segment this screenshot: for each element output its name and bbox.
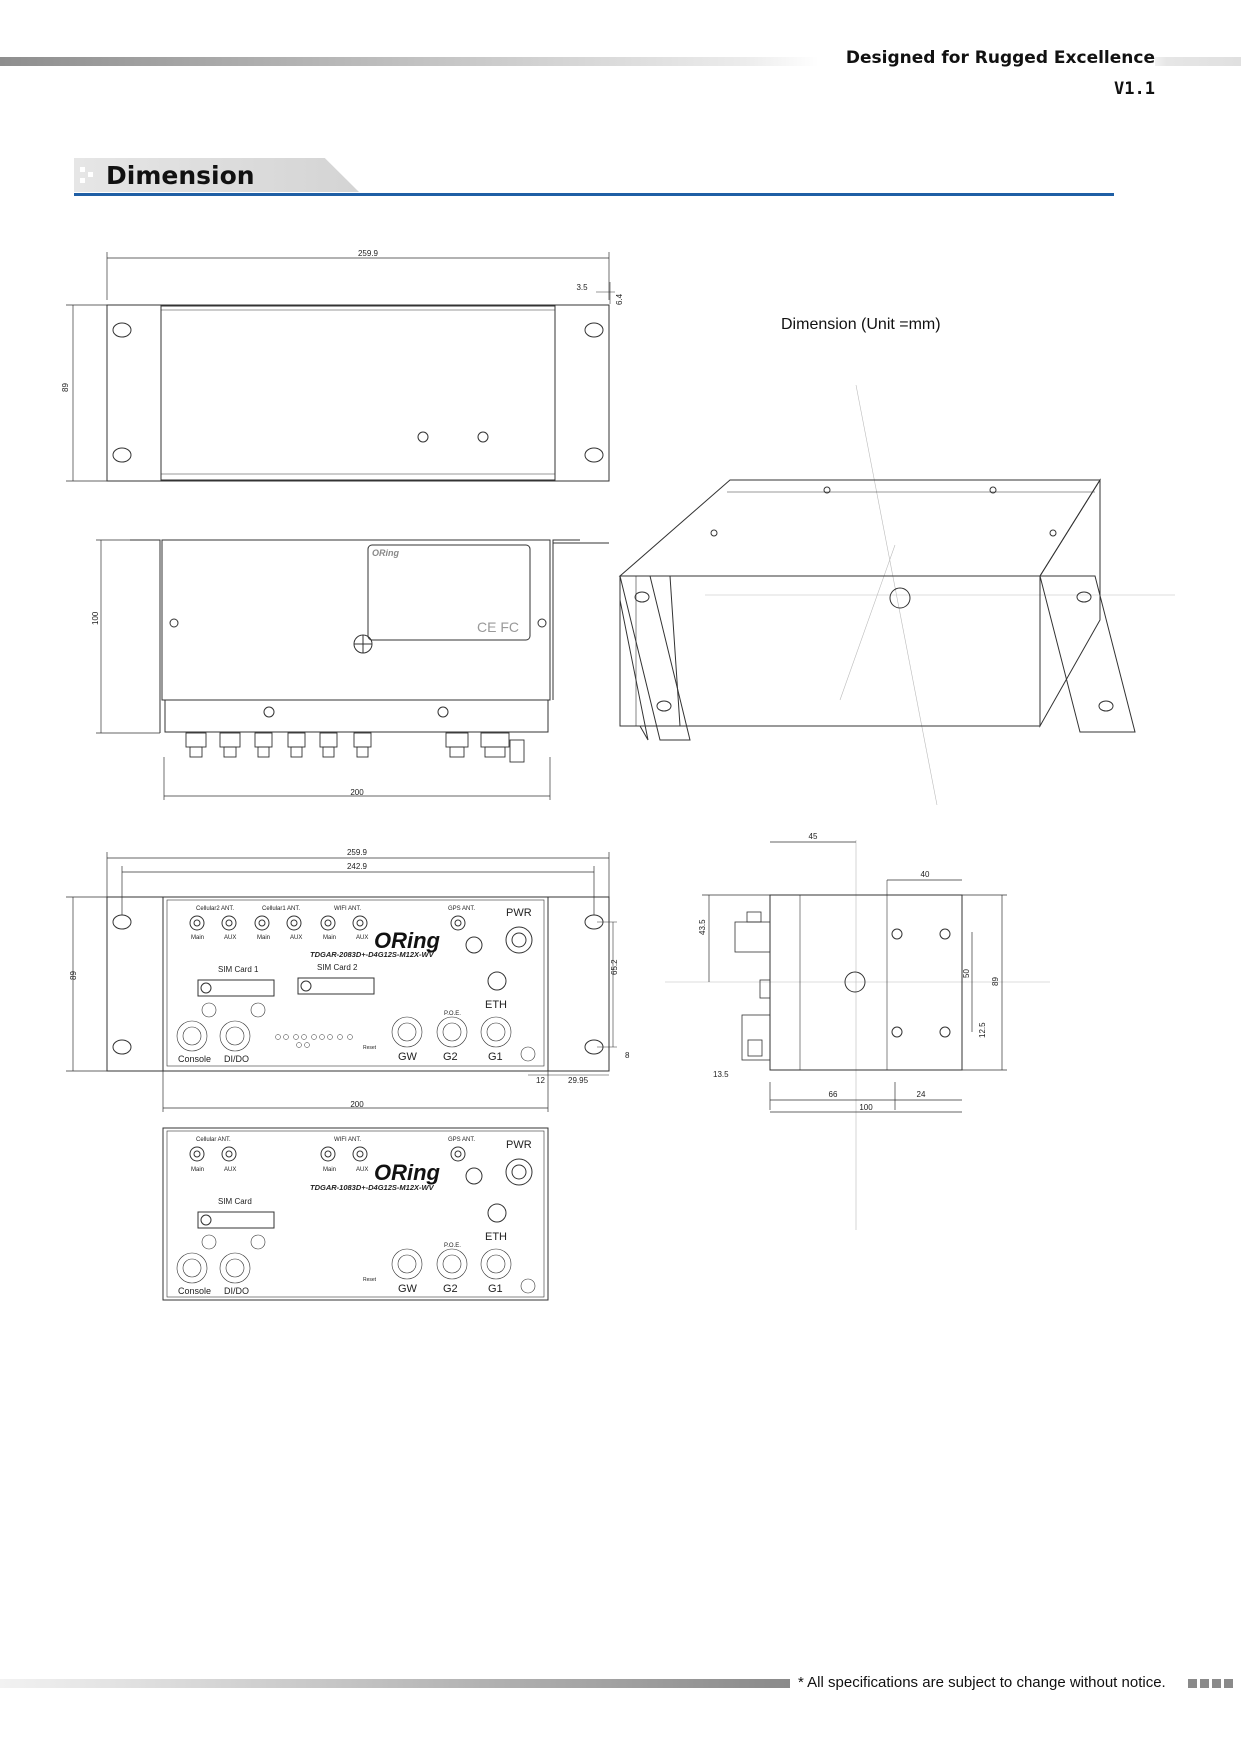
dim-front-hole-spacing: 242.9 — [346, 862, 368, 871]
svg-text:Cellular2 ANT.: Cellular2 ANT. — [196, 906, 235, 912]
front2-sim-label: SIM Card — [218, 1197, 252, 1206]
dim-end-24: 24 — [916, 1090, 926, 1099]
header-tagline: Designed for Rugged Excellence — [838, 48, 1155, 68]
header-version: V1.1 — [1114, 79, 1155, 99]
dim-front-overall: 259.9 — [346, 848, 368, 857]
front2-poe-label: P.O.E. — [444, 1243, 461, 1249]
front2-dido-label: DI/DO — [224, 1286, 250, 1296]
front2-g1-label: G1 — [488, 1283, 503, 1295]
front-view-1 — [66, 848, 630, 1112]
footer-gradient-bar — [0, 1679, 790, 1688]
footer-dots — [1188, 1679, 1233, 1688]
dim-front-hole-height: 65.2 — [610, 959, 619, 975]
svg-text:Main: Main — [323, 935, 337, 941]
svg-text:AUX: AUX — [290, 935, 303, 941]
dim-end-100: 100 — [859, 1103, 873, 1112]
front-poe-label: P.O.E. — [444, 1011, 461, 1017]
svg-text:AUX: AUX — [224, 1167, 237, 1173]
front2-console-label: Console — [178, 1286, 212, 1296]
front-logo: ORing — [374, 928, 440, 953]
svg-text:WIFI ANT.: WIFI ANT. — [334, 906, 361, 912]
svg-text:AUX: AUX — [356, 935, 369, 941]
dim-end-435: 43.5 — [698, 919, 707, 935]
dim-front-height: 89 — [69, 971, 78, 980]
isometric-view — [620, 385, 1175, 805]
front-eth-label: ETH — [485, 999, 507, 1011]
front2-reset-label: Reset — [363, 1277, 377, 1283]
dim-end-66: 66 — [828, 1090, 838, 1099]
footer-note: * All specifications are subject to change without notice. — [798, 1674, 1166, 1691]
front-dido-label: DI/DO — [224, 1054, 250, 1064]
front-model: TDGAR-2083D+-D4G12S-M12X-WV — [310, 950, 434, 959]
svg-text:GPS ANT.: GPS ANT. — [448, 906, 476, 912]
dim-top-height: 89 — [61, 383, 70, 392]
dim-top-ear-gap: 6.4 — [615, 293, 624, 305]
front2-g2-label: G2 — [443, 1283, 458, 1295]
dim-end-89: 89 — [991, 977, 1000, 986]
svg-text:Main: Main — [191, 935, 205, 941]
svg-text:Main: Main — [323, 1167, 337, 1173]
front-console-label: Console — [178, 1054, 212, 1064]
svg-text:Main: Main — [257, 935, 271, 941]
dim-top-width: 259.9 — [357, 249, 379, 258]
dim-top-ear-offset: 3.5 — [576, 283, 588, 292]
svg-text:WIFI ANT.: WIFI ANT. — [334, 1137, 361, 1143]
dim-side-height: 100 — [91, 611, 100, 625]
svg-text:Cellular1 ANT.: Cellular1 ANT. — [262, 906, 301, 912]
front-view-2 — [163, 1128, 548, 1300]
dim-end-50: 50 — [962, 969, 971, 978]
svg-text:GPS ANT.: GPS ANT. — [448, 1137, 476, 1143]
dim-end-45: 45 — [808, 832, 818, 841]
front-sim2-label: SIM Card 2 — [317, 963, 358, 972]
top-view — [61, 249, 624, 481]
dim-front-edge-12: 12 — [536, 1076, 545, 1085]
svg-text:AUX: AUX — [356, 1167, 369, 1173]
front-pwr-label: PWR — [506, 907, 532, 919]
dim-end-125: 12.5 — [978, 1022, 987, 1038]
front-reset-label: Reset — [363, 1045, 377, 1051]
dim-front-length: 200 — [350, 1100, 364, 1109]
section-title: Dimension — [106, 161, 255, 190]
dim-end-135: 13.5 — [713, 1070, 729, 1079]
front-gw-label: GW — [398, 1051, 417, 1063]
side-view-marks: CE FC — [477, 619, 519, 635]
front2-eth-label: ETH — [485, 1231, 507, 1243]
front2-model: TDGAR-1083D+-D4G12S-M12X-WV — [310, 1183, 434, 1192]
front-g1-label: G1 — [488, 1051, 503, 1063]
side-view — [91, 540, 609, 800]
front2-gw-label: GW — [398, 1283, 417, 1295]
dim-side-length: 200 — [350, 788, 364, 797]
side-view-logo: ORing — [372, 548, 399, 558]
svg-text:AUX: AUX — [224, 935, 237, 941]
front-sim1-label: SIM Card 1 — [218, 965, 259, 974]
front2-logo: ORing — [374, 1160, 440, 1185]
led-indicators — [276, 1035, 353, 1048]
dim-front-edge-2995: 29.95 — [568, 1076, 589, 1085]
unit-note: Dimension (Unit =mm) — [781, 316, 941, 333]
svg-text:Main: Main — [191, 1167, 205, 1173]
side-connectors — [186, 733, 524, 762]
dim-end-40: 40 — [920, 870, 930, 879]
front2-pwr-label: PWR — [506, 1139, 532, 1151]
svg-text:Cellular ANT.: Cellular ANT. — [196, 1137, 231, 1143]
end-view — [665, 832, 1050, 1230]
front-g2-label: G2 — [443, 1051, 458, 1063]
dim-front-hole-offset: 8 — [625, 1051, 630, 1060]
